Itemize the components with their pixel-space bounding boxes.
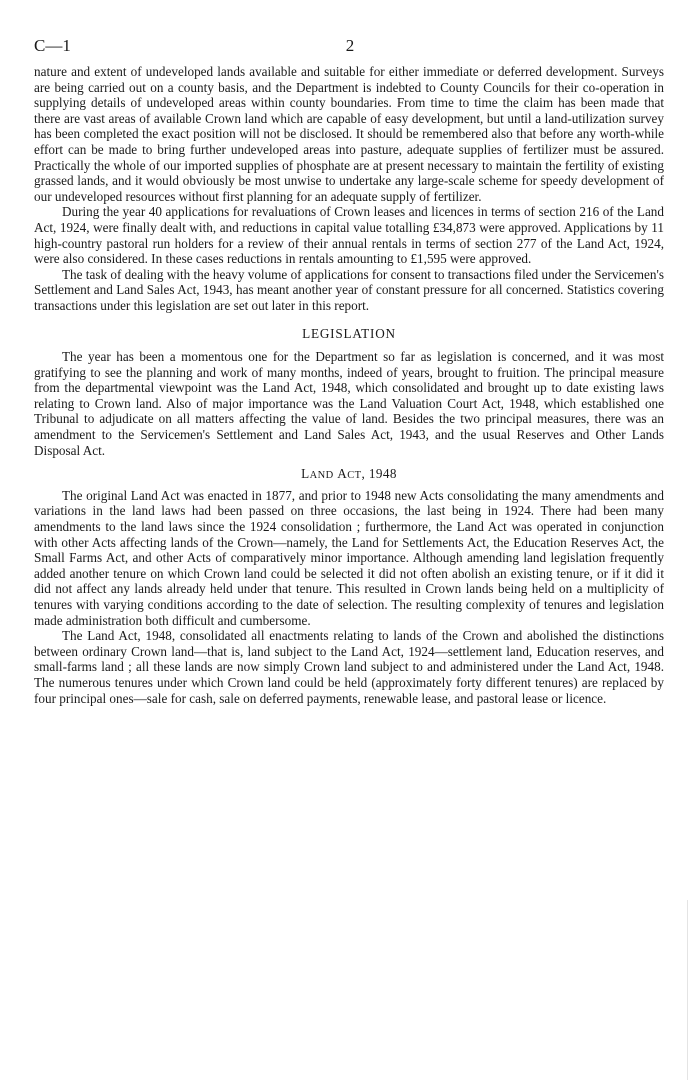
- paragraph-revaluations: During the year 40 applications for revaluations of Crown leases and licences in terms of section 216 of the Land Act, 1924, were finally dealt with, and reductions in capital value totalling £34,873 were approved. Applications by 11 high-country pastoral run holders for a review of their annual rentals in terms of section 277 of the Land Act, 1924, were also considered. In these cases reductions in rentals amounting to £1,595 were approved.: [34, 204, 664, 267]
- section-heading-legislation: LEGISLATION: [302, 325, 396, 341]
- page-number: 2: [345, 36, 355, 55]
- document-reference: C—1: [34, 36, 71, 55]
- paragraph-legislation: The year has been a momentous one for the Department so far as legislation is concerned, and it was most gratifying to see the planning and work of many months, indeed of years, brought to fruition. The principal measure from the departmental viewpoint was the Land Act, 1948, which consolidated and brought up to date existing laws relating to Crown land. Also of major importance was the Land Valuation Court Act, 1948, which established one Tribunal to adjudicate on all matters affecting the value of land. Besides the two principal measures, there was an amendment to the Servicemen's Settlement and Land Sales Act, 1943, and the usual Reserves and Other Lands Disposal Act.: [34, 349, 664, 458]
- paragraph-land-act-history: The original Land Act was enacted in 1877, and prior to 1948 new Acts consolidating the many amendments and variations in the land laws had been passed on three occasions, the last being in 1924. There had been many amendments to the land laws since the 1924 consolidation ; furthermore, the Land Act was operated in conjunction with other Acts affecting lands of the Crown—namely, the Land for Settlements Act, the Education Reserves Act, the Small Farms Act, and other Acts of comparatively minor importance. Although amending land legislation frequently added another tenure on which Crown land could be selected it did not often abolish an existing tenure, or if it did it did not affect any lands already held under that tenure. This resulted in Crown lands being held on a multiplicity of tenures with varying conditions according to the date of selection. The resulting complexity of tenures and legislation made administration both difficult and cumbersome.: [34, 487, 664, 628]
- running-head: [34, 36, 664, 58]
- page-edge-shadow: [687, 900, 688, 1080]
- paragraph-servicemen-act: The task of dealing with the heavy volume of applications for consent to transactions filed under the Servicemen's Settlement and Land Sales Act, 1943, has meant another year of constant pressure for all concerned. Statistics covering transactions under this legislation are set out later in this report.: [34, 266, 664, 313]
- heading-initial-l: L: [301, 466, 310, 482]
- heading-initial-a: A: [337, 466, 348, 482]
- body-text: [34, 64, 664, 706]
- heading-rest-ct: CT: [347, 470, 362, 482]
- heading-year: , 1948: [361, 466, 397, 482]
- paragraph-continuation: nature and extent of undeveloped lands available and suitable for either immediate or deferred development. Surveys are being carried out on a county basis, and the Department is indebted to County Councils for their co-operation in supplying details of undeveloped areas within county boundaries. From time to time the claim has been made that there are vast areas of available Crown land which are capable of easy development, but until a land-utilization survey has been completed the exact position will not be disclosed. It should be remembered also that before any worth-while effort can be made to bring further undeveloped areas into pasture, adequate supplies of fertilizer must be assured. Practically the whole of our imported supplies of phosphate are at present necessary to maintain the fertility of existing grassed lands, and it would obviously be most unwise to undertake any large-scale scheme for speedy development of our undeveloped resources without first planning for an adequate supply of fertilizer.: [34, 64, 664, 204]
- heading-rest-and: AND: [309, 470, 334, 482]
- paragraph-land-act-consolidation: The Land Act, 1948, consolidated all enactments relating to lands of the Crown and abolished the distinctions between ordinary Crown land—that is, land subject to the Land Act, 1924—settlement land, Education reserves, and small-farms land ; all these lands are now simply Crown land subject to and administered under the Land Act, 1948. The numerous tenures under which Crown land could be held (approximately forty different tenures) are replaced by four principal ones—sale for cash, sale on deferred payments, renewable lease, and pastoral lease or licence.: [34, 628, 664, 706]
- subsection-heading-land-act: [34, 466, 664, 484]
